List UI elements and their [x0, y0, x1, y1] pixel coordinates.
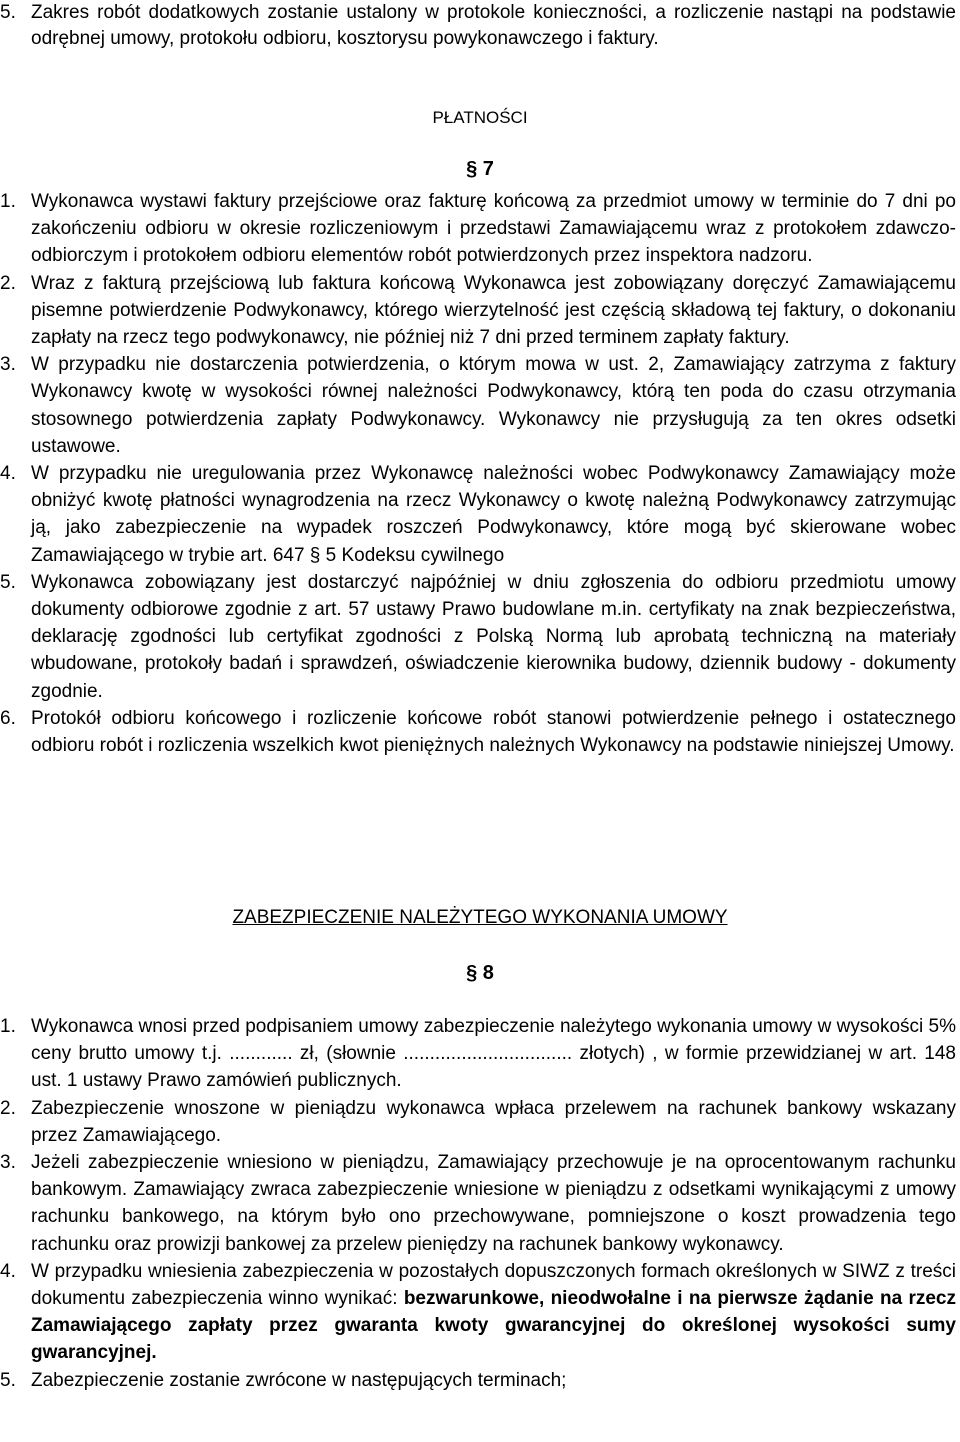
item-number: 2.	[0, 272, 16, 294]
item-text: W przypadku nie dostarczenia potwierdzenia, o którym mowa w ust. 2, Zamawiający zatrzyma z faktury Wykonawcy kwotę w wysokości równej należności Podwykonawcy, którą ten poda do czasu otrzymania stosownego potwierdzenia zapłaty Podwykonawcy. Wykonawcy nie przysługują za ten okres odsetki ustawowe.	[31, 354, 956, 457]
payments-item	[0, 351, 956, 460]
payments-item	[0, 569, 956, 705]
item-number: 1.	[0, 191, 16, 212]
security-item	[0, 1095, 956, 1149]
intro-number: 5.	[0, 2, 16, 23]
security-section-symbol: § 8	[466, 962, 494, 984]
security-heading: ZABEZPIECZENIE NALEŻYTEGO WYKONANIA UMOWY	[232, 907, 728, 928]
item-number: 3.	[0, 354, 16, 376]
payments-item	[0, 705, 956, 759]
payments-list	[0, 188, 956, 759]
security-item	[0, 1013, 956, 1095]
security-item	[0, 1149, 956, 1258]
item-text-bold: bezwarunkowe, nieodwołalne i na pierwsze żądanie na rzecz Zamawiającego zapłaty przez gwaranta kwoty gwarancyjnej do określonej wysokości sumy gwarancyjnej.	[31, 1288, 956, 1364]
security-item	[0, 1367, 956, 1394]
payments-item	[0, 460, 956, 569]
security-list	[0, 1013, 956, 1394]
item-text: W przypadku nie uregulowania przez Wykonawcę należności wobec Podwykonawcy Zamawiający może obniżyć kwotę płatności wynagrodzenia na rzecz Wykonawcy o kwotę należną Podwykonawcy zatrzymując ją, jako zabezpieczenie na wypadek roszczeń Podwykonawcy, które mogą być skierowane wobec Zamawiającego w trybie art. 647 § 5 Kodeksu cywilnego	[31, 463, 956, 566]
payments-item	[0, 270, 956, 352]
item-number: 4.	[0, 1260, 16, 1282]
payments-heading: PŁATNOŚCI	[432, 108, 528, 127]
item-text-plain: W przypadku wniesienia zabezpieczenia w pozostałych dopuszczonych formach określonych w SIWZ z treści dokumentu zabezpieczenia winno wynikać:	[31, 1260, 956, 1310]
intro-paragraph	[0, 0, 956, 52]
payments-section-symbol: § 7	[466, 158, 494, 180]
item-number: 6.	[0, 707, 16, 729]
item-text: Wykonawca zobowiązany jest dostarczyć najpóźniej w dniu zgłoszenia do odbioru przedmiotu umowy dokumenty odbiorowe zgodnie z art. 57 ustawy Prawo budowlane m.in. certyfikaty na znak bezpieczeństwa, deklarację zgodności lub certyfikat zgodności z Polską Normą lub aprobatą techniczną na materiały wbudowane, protokoły badań i sprawdzeń, oświadczenie kierownika budowy, dziennik budowy - dokumenty zgodnie.	[31, 571, 956, 702]
item-text: Jeżeli zabezpieczenie wniesiono w pieniądzu, Zamawiający przechowuje je na oprocentowanym rachunku bankowym. Zamawiający zwraca zabezpieczenie wniesione w pieniądzu z odsetkami wynikającymi z umowy rachunku bankowego, na którym było ono przechowywane, pomniejszone o koszt prowadzenia tego rachunku oraz prowizji bankowej za przelew pieniędzy na rachunek bankowy wykonawcy.	[31, 1152, 956, 1255]
item-number: 5.	[0, 1369, 16, 1391]
item-text: Zabezpieczenie zostanie zwrócone w następujących terminach;	[31, 1369, 567, 1391]
item-text: Protokół odbioru końcowego i rozliczenie końcowe robót stanowi potwierdzenie pełnego i ostatecznego odbioru robót i rozliczenia wszelkich kwot pieniężnych należnych Wykonawcy na podstawie niniejszej Umowy.	[31, 707, 956, 757]
item-number: 5.	[0, 571, 16, 593]
item-text: Zabezpieczenie wnoszone w pieniądzu wykonawca wpłaca przelewem na rachunek bankowy wskazany przez Zamawiającego.	[31, 1097, 956, 1146]
intro-text: Zakres robót dodatkowych zostanie ustalony w protokole konieczności, a rozliczenie nastąpi na podstawie odrębnej umowy, protokołu odbioru, kosztorysu powykonawczego i faktury.	[31, 2, 956, 49]
security-item	[0, 1258, 956, 1367]
payments-item	[0, 188, 956, 270]
item-number: 2.	[0, 1097, 16, 1119]
item-number: 4.	[0, 463, 16, 485]
item-number: 1.	[0, 1016, 16, 1037]
item-text: Wykonawca wystawi faktury przejściowe oraz fakturę końcową za przedmiot umowy w terminie do 7 dni po zakończeniu odbioru w okresie rozliczeniowym i przedstawi Zamawiającemu wraz z protokołem zdawczo-odbiorczym i protokołem odbioru elementów robót potwierdzonych przez inspektora nadzoru.	[31, 191, 956, 267]
item-text: Wykonawca wnosi przed podpisaniem umowy zabezpieczenie należytego wykonania umowy w wysokości 5% ceny brutto umowy t.j. ............ zł, (słownie ................................ złotych) , w formie przewidzianej w art. 148 ust. 1 ustawy Prawo zamówień publicznych.	[31, 1016, 956, 1092]
item-number: 3.	[0, 1152, 16, 1174]
item-text: Wraz z fakturą przejściową lub faktura końcową Wykonawca jest zobowiązany doręczyć Zamawiającemu pisemne potwierdzenie Podwykonawcy, którego wierzytelność jest częścią składową tej faktury, o dokonaniu zapłaty na rzecz tego podwykonawcy, nie później niż 7 dni przed terminem zapłaty faktury.	[31, 272, 956, 349]
